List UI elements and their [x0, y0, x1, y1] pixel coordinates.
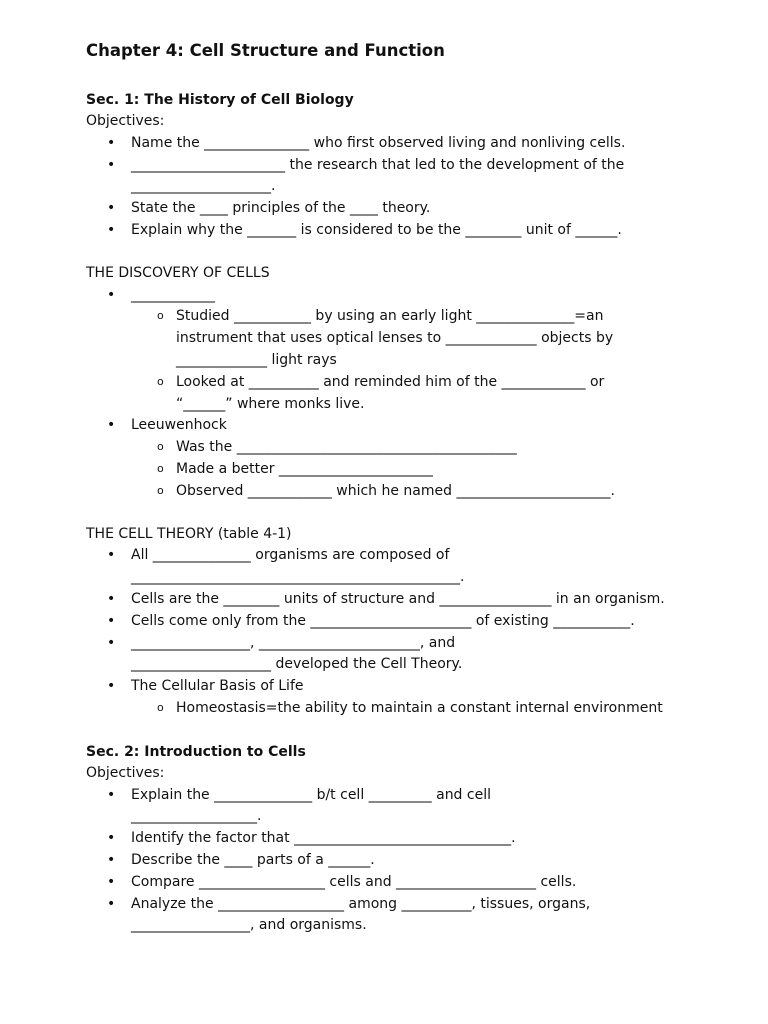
list-item: • Explain the ______________ b/t cell _________ and cell __________________. — [86, 785, 728, 829]
sub-list-item: o Observed ____________ which he named ______________________. — [131, 481, 728, 503]
list-item — [86, 676, 728, 720]
list-item: • All ______________ organisms are composed of _______________________________________________. — [86, 545, 728, 589]
list-item: • Explain why the _______ is considered to be the ________ unit of ______. — [86, 220, 728, 242]
list-item: • Describe the ____ parts of a ______. — [86, 850, 728, 872]
discovery-list — [86, 285, 728, 503]
sub-list-item: o Was the ________________________________________ — [131, 437, 728, 459]
list-item — [86, 285, 728, 416]
sub-list-item: o Studied ___________ by using an early light ______________=an instrument that uses optical lenses to _____________ objects by _____________ light rays — [131, 306, 728, 371]
sec2-heading: Sec. 2: Introduction to Cells — [86, 743, 306, 760]
discovery-heading: THE DISCOVERY OF CELLS — [86, 264, 270, 281]
cell-theory-heading: THE CELL THEORY (table 4-1) — [86, 525, 292, 542]
sub-list-item: o Homeostasis=the ability to maintain a constant internal environment — [131, 698, 728, 720]
discovery-first-bullet: ____________ — [131, 286, 215, 303]
list-item — [86, 415, 728, 502]
chapter-title: Chapter 4: Cell Structure and Function — [86, 41, 445, 60]
sub-list-item: o Looked at __________ and reminded him of the ____________ or “______” where monks live. — [131, 372, 728, 416]
discovery-second-sublist — [131, 437, 728, 502]
cell-theory-list — [86, 545, 728, 719]
list-item: • Cells are the ________ units of structure and ________________ in an organism. — [86, 589, 728, 611]
list-item: • Compare __________________ cells and ____________________ cells. — [86, 872, 728, 894]
list-item: • Analyze the __________________ among __________, tissues, organs, _________________, and organisms. — [86, 894, 728, 938]
discovery-first-sublist — [131, 306, 728, 415]
sec1-objectives-list — [86, 133, 728, 242]
sec1-objectives-label: Objectives: — [86, 113, 165, 129]
list-item: • _________________, _______________________, and ____________________ developed the Cell Theory. — [86, 633, 728, 677]
sub-list-item: o Made a better ______________________ — [131, 459, 728, 481]
list-item: • Cells come only from the _______________________ of existing ___________. — [86, 611, 728, 633]
list-item: • State the ____ principles of the ____ theory. — [86, 198, 728, 220]
cellular-basis-sublist — [131, 698, 728, 720]
list-item: • ______________________ the research that led to the development of the ____________________. — [86, 155, 728, 199]
sec2-objectives-label: Objectives: — [86, 764, 165, 781]
sec1-heading: Sec. 1: The History of Cell Biology — [86, 92, 354, 108]
cellular-basis-bullet: The Cellular Basis of Life — [131, 678, 304, 695]
list-item: • Identify the factor that _______________________________. — [86, 828, 728, 850]
discovery-second-bullet: Leeuwenhock — [131, 417, 227, 434]
list-item: • Name the _______________ who first observed living and nonliving cells. — [86, 133, 728, 155]
sec2-objectives-list — [86, 785, 728, 938]
